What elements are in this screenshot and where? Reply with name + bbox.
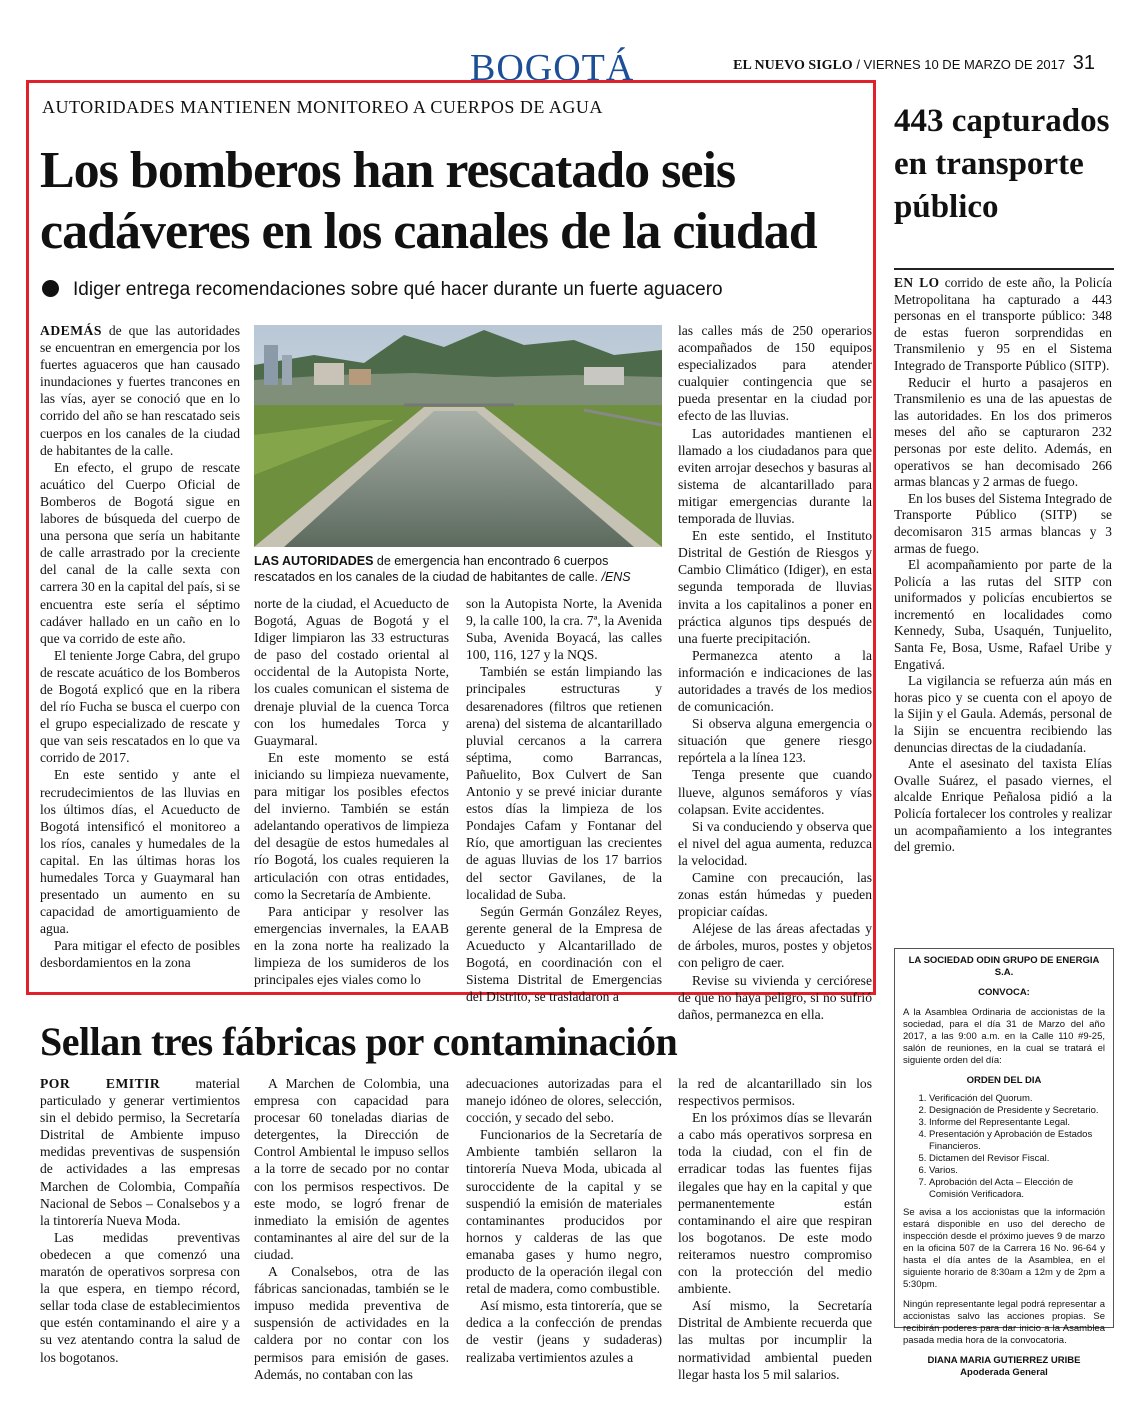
paragraph: Ante el asesinato del taxista Elías Ovalle Suárez, el pasado viernes, el alcalde Enrique Peñalosa pidió a la Policía fortalecer los controles y realizar un acompañamiento a los integrantes del gremio. (894, 756, 1112, 855)
paragraph: Permanezca atento a la información e indicaciones de las autoridades a través de los medios de comunicación. (678, 647, 872, 715)
paragraph: En este sentido y ante el recrudecimientos de las lluvias en los últimos días, el Acueducto de Bogotá intensificó el monitoreo a los ríos, canales y humedales de la capital. En las últimas horas los humedales Torca y Guaymaral han presentado un aumento en su capacidad de amortiguamiento de agua. (40, 767, 240, 937)
sidebar-rule (894, 268, 1114, 270)
paragraph: La vigilancia se refuerza aún más en horas pico y se cuenta con el apoyo de la Sijin y el Gaula. Además, personal de la Sijin se encuentra recibiendo las denuncias directas de la ciudadanía. (894, 673, 1112, 755)
paragraph: Las medidas preventivas obedecen a que comenzó una maratón de operativos sorpresa con la que espera, en tiempo récord, sellar toda clase de establecimientos que estén contaminando el aire y a su vez atentando contra la salud de los bogotanos. (40, 1229, 240, 1365)
agenda-list (903, 1093, 1105, 1201)
masthead (733, 52, 1095, 75)
article-column-3: son la Autopista Norte, la Avenida 9, la calle 100, la cra. 7ª, la Avenida Suba, Avenida Boyacá, las calles 100, 116, 127 y la NQS. También se están limpiando las principales estructuras y desarenadores (filtros que retienen arena) del sistema de alcantarillado pluvial cercanos a la carrera séptima, como Barrancas, Pañuelito, Box Culvert de San Antonio y se prevé iniciar durante estos días la limpieza de los Pondajes Cafam y Fontanar del Río, que amortiguan las crecientes de aguas lluvias de los 17 barrios del sector Gavilanes, de la localidad de Suba. Según Germán González Reyes, gerente general de la Empresa de Acueducto y Alcantarillado de Bogotá, en coordinación con el Sistema Distrital de Emergencias del Distrito, se trasladaron a (466, 596, 662, 1005)
paragraph: El teniente Jorge Cabra, del grupo de rescate acuático de los Bomberos de Bogotá explicó que en la ribera del río Fucha se busca el cuerpo con el grupo especializado de rescate y que van seis rescatados en lo que va corrido de 2017. (40, 647, 240, 766)
notice-paragraph: Ningún representante legal podrá representar a accionistas salvo las acciones propias. Se recibirán poderes para dar inicio a la Asamblea pasada media hora de la convocatoria. (903, 1299, 1105, 1346)
paragraph: Si observa alguna emergencia o situación que genere riesgo repórtela a la línea 123. (678, 716, 872, 766)
article2-column-2 (254, 1075, 449, 1383)
newspaper-name: EL NUEVO SIGLO (733, 58, 853, 73)
paragraph: A Conalsebos, otra de las fábricas sancionadas, también se le impuso medida preventiva de suspensión de actividades en la caldera por no contar con los permisos para emisión de gases. Además, no contaban con las (254, 1264, 449, 1382)
paragraph: Para anticipar y resolver las emergencias invernales, la EAAB en la zona norte ha realizado la limpieza de los sumideros de los principales ejes viales como lo (254, 903, 449, 988)
notice-company: LA SOCIEDAD ODIN GRUPO DE ENERGIA S.A. (908, 955, 1100, 978)
notice-signer-role: Apoderada General (960, 1367, 1048, 1378)
page-number: 31 (1072, 52, 1095, 74)
article-column-4: las calles más de 250 operarios acompañados de 150 equipos especializados para atender cualquier contingencia que se pueda presentar en la ciudad por efecto de las lluvias. Las autoridades mantienen el llamado a los ciudadanos para que eviten arrojar desechos y basuras al sistema de alcantarillado para mitigar emergencias durante la temporada de lluvias. En este sentido, el Instituto Distrital de Gestión de Riesgos y Cambio Climático (Idiger), en esta segunda temporada de lluvias invita a los capitalinos a poner en práctica algunos tips después de una fuerte precipitación. Permanezca atento a la información e indicaciones de las autoridades a través de los medios de comunicación. Si observa alguna emergencia o situación que genere riesgo repórtela a la línea 123. Tenga presente que cuando llueve, algunos semáforos y vías colapsan. Evite accidentes. Si va conduciendo y observa que el nivel del agua aumenta, reduzca la velocidad. Camine con precaución, las zonas están húmedas y pueden propiciar caídas. Aléjese de las áreas afectadas y de árboles, muros, postes y objetos con peligro de caer. Revise su vivienda y cerciórese de que no haya peligro, si no sufrió daños, permanezca en ella. (678, 323, 872, 1022)
article-subhead (42, 279, 723, 301)
paragraph: Según Germán González Reyes, gerente general de la Empresa de Acueducto y Alcantarillado de Bogotá, en coordinación con el Sistema Distrital de Emergencias del Distrito, se trasladaron a (466, 903, 662, 1005)
issue-date: / VIERNES 10 DE MARZO DE 2017 (856, 57, 1066, 72)
canal-photo-image (254, 325, 662, 547)
notice-agenda-title: ORDEN DEL DIA (966, 1075, 1042, 1086)
article2-column-1: POR EMITIR material particulado y generar vertimientos sin el debido permiso, la Secretaría Distrital de Ambiente impuso medidas preventivas de suspensión de actividades a las empresas Marchen de Colombia, Compañía Nacional de Sebos – Conalsebos y a la tintorería Nueva Moda. Las medidas preventivas obedecen a que comenzó una maratón de operativos sorpresa con la que espera, en tiempo récord, sellar toda clase de establecimientos que estén contaminando el aire y a su vez atentando contra la salud de los bogotanos. (40, 1076, 240, 1365)
article-kicker: AUTORIDADES MANTIENEN MONITOREO A CUERPOS DE AGUA (42, 97, 603, 117)
paragraph: También se están limpiando las principales estructuras y desarenadores (filtros que retienen arena) del sistema de alcantarillado pluvial cercanos a la carrera séptima, como Barrancas, Pañuelito, Box Culvert de San Antonio y se prevé iniciar durante estos días la limpieza de los Pondajes Cafam y Fontanar del Río, que amortiguan las crecientes de aguas lluvias de los 17 barrios del sector Gavilanes, de la localidad de Suba. (466, 664, 662, 902)
paragraph: Las autoridades mantienen el llamado a los ciudadanos para que eviten arrojar desechos y basuras al sistema de alcantarillado para mitigar emergencias durante la temporada de lluvias. (678, 425, 872, 527)
notice-paragraph: Se avisa a los accionistas que la información estará disponible en uso del derecho de inspección desde el próximo jueves 9 de marzo en la oficina 507 de la Carrera 16 No. 96-64 y hasta el día antes de la Asamblea, en el siguiente horario de 8:30am a 12m y de 2pm a 5:30pm. (903, 1207, 1105, 1290)
lead-word: ADEMÁS (40, 323, 102, 338)
paragraph: Para mitigar el efecto de posibles desbordamientos en la zona (40, 938, 240, 971)
subhead-text: Idiger entrega recomendaciones sobre qué hacer durante un fuerte aguacero (73, 279, 723, 300)
paragraph: Funcionarios de la Secretaría de Ambiente también sellaron la tintorería Nueva Moda, ubicada al suroccidente de la capital y se suspendió la emisión de materiales contaminantes producidos por hornos y calderas de las que emanaba gases y humo negro, producto de la operación ilegal con retal de madera, como combustible. (466, 1127, 662, 1297)
paragraph: Tenga presente que cuando llueve, algunos semáforos y vías colapsan. Evite accidentes. (678, 767, 872, 817)
photo-caption: LAS AUTORIDADES de emergencia han encontrado 6 cuerpos rescatados en los canales de la ciudad de habitantes de calle. /ENS (254, 554, 631, 584)
agenda-item: 1. Verificación del Quorum. (929, 1093, 1105, 1105)
article-column-2: norte de la ciudad, el Acueducto de Bogotá, Aguas de Bogotá y el Idiger limpiaron las 33 estructuras de paso del costado oriental al occidental de la Autopista Norte, los cuales comunican el sistema de drenaje pluvial de la cuenca Torca con los humedales Torca y Guaymaral. En este momento se está iniciando su limpieza nuevamente, para mitigar los posibles efectos del invierno. También se están adelantando operativos de limpieza del desagüe de estos humedales al río Bogotá, los cuales requieren la articulación con otras entidades, como la Secretaría de Ambiente. Para anticipar y resolver las emergencias invernales, la EAAB en la zona norte ha realizado la limpieza de los sumideros de los principales ejes viales como lo (254, 596, 449, 988)
canal-photo (254, 325, 662, 547)
agenda-item: 6. Varios. (929, 1165, 1105, 1177)
paragraph: Reducir el hurto a pasajeros en Transmilenio es una de las apuestas de las autoridades. En los dos primeros meses del año se capturaron 232 personas por este delito. Además, en operativos se han decomisado 266 armas blancas y 2 armas de fuego. (894, 374, 1112, 490)
bullet-icon (42, 280, 59, 297)
sidebar-headline: 443 capturados en transporte público (894, 103, 1110, 225)
agenda-item: 4. Presentación y Aprobación de Estados Financieros. (929, 1129, 1105, 1153)
notice-intro: A la Asamblea Ordinaria de accionistas de la sociedad, para el día 31 de Marzo del año 2017, a las 9:00 a.m. en la Calle 110 #9-25, salón de reuniones, en la cual se tratará el siguiente orden del día: (903, 1007, 1105, 1066)
agenda-item: 7. Aprobación del Acta – Elección de Comisión Verificadora. (929, 1177, 1105, 1201)
lead-word: POR EMITIR (40, 1076, 161, 1091)
lead-word: EN LO (894, 275, 940, 290)
article2-column-4: la red de alcantarillado sin los respectivos permisos. En los próximos días se llevarán a cabo más operativos sorpresa en toda la ciudad, con el fin de erradicar todas las fuentes fijas ilegales que hay en la capital y que permanentemente están contaminando el aire que respiran los bogotanos. De este modo reiteramos nuestro compromiso con la protección del medio ambiente. Así mismo, la Secretaría Distrital de Ambiente recuerda que las multas por incumplir la normatividad ambiental pueden llegar hasta los 5 mil salarios. (678, 1076, 872, 1382)
paragraph: Revise su vivienda y cerciórese de que no haya peligro, si no sufrió daños, permanezca en ella. (678, 972, 872, 1022)
paragraph: Así mismo, esta tintorería, que se dedica a la confección de prendas de vestir (jeans y sudaderas) realizaba vertimientos azules a (466, 1298, 662, 1365)
agenda-item: 2. Designación de Presidente y Secretario. (929, 1105, 1105, 1117)
paragraph: En los buses del Sistema Integrado de Transporte Público (SITP) se decomisaron 315 armas blancas y 3 armas de fuego. (894, 490, 1112, 556)
paragraph: En efecto, el grupo de rescate acuático del Cuerpo Oficial de Bomberos de Bogotá sigue en labores de búsqueda del cuerpo de una persona que sería un habitante de calle arrastrado por la creciente del canal de la calle sexta con carrera 30 en la capital del país, si se encuentra este sería el séptimo cadáver hallado en un caño en lo que va corrido de este año. (40, 459, 240, 646)
article2-headline: Sellan tres fábricas por contaminación (40, 1019, 678, 1064)
paragraph: Así mismo, la Secretaría Distrital de Ambiente recuerda que las multas por incumplir la normatividad ambiental pueden llegar hasta los 5 mil salarios. (678, 1298, 872, 1382)
article-headline: Los bomberos han rescatado seis cadáveres en los canales de la ciudad (40, 142, 817, 260)
notice-signer: DIANA MARIA GUTIERREZ URIBE (927, 1355, 1081, 1366)
article2-column-3: adecuaciones autorizadas para el manejo idóneo de olores, selección, cocción, y secado del sebo. Funcionarios de la Secretaría de Ambiente también sellaron la tintorería Nueva Moda, ubicada al suroccidente de la capital y se suspendió la emisión de materiales contaminantes producidos por hornos y calderas de las que emanaba gases y humo negro, producto de la operación ilegal con retal de madera, como combustible. Así mismo, esta tintorería, que se dedica a la confección de prendas de vestir (jeans y sudaderas) realizaba vertimientos azules a (466, 1076, 662, 1365)
paragraph: En este sentido, el Instituto Distrital de Gestión de Riesgos y Cambio Climático (Idiger), en esta segunda temporada de lluvias invita a los capitalinos a poner en práctica algunos tips después de una fuerte precipitación. (678, 528, 872, 646)
notice-convoca: CONVOCA: (978, 987, 1030, 998)
section-name: BOGOTÁ (470, 47, 635, 80)
paragraph: En los próximos días se llevarán a cabo más operativos sorpresa en toda la ciudad, con el fin de erradicar todas las fuentes fijas ilegales que hay en la capital y que permanentemente están contaminando el aire que respiran los bogotanos. De este modo reiteramos nuestro compromiso con la protección del medio ambiente. (678, 1110, 872, 1297)
paragraph: Si va conduciendo y observa que el nivel del agua aumenta, reduzca la velocidad. (678, 818, 872, 868)
paragraph: El acompañamiento por parte de la Policía a las rutas del SITP con uniformados y policías encubiertos se incrementó en localidades como Kennedy, Suba, Usaquén, Tunjuelito, Santa Fe, Bosa, Usme, Rafael Uribe y Engativá. (894, 557, 1112, 672)
agenda-item: 5. Dictamen del Revisor Fiscal. (929, 1153, 1105, 1165)
sidebar-body: EN LO corrido de este año, la Policía Metropolitana ha capturado a 443 personas en el transporte público: 348 de estas fueron sorprendidas en Transmilenio y 95 en el Sistema Integrado de Transporte Público (SITP). Reducir el hurto a pasajeros en Transmilenio es una de las apuestas de las autoridades. En los dos primeros meses del año se capturaron 232 personas por este delito. Además, en operativos se han decomisado 266 armas blancas y 2 armas de fuego. En los buses del Sistema Integrado de Transporte Público (SITP) se decomisaron 315 armas blancas y 3 armas de fuego. El acompañamiento por parte de la Policía a las rutas del SITP con uniformados y policías encubiertos se incrementó en localidades como Kennedy, Suba, Usaquén, Tunjuelito, Santa Fe, Bosa, Usme, Rafael Uribe y Engativá. La vigilancia se refuerza aún más en horas pico y se cuenta con el apoyo de la Sijin y el Gaula. Además, personal de la Sijin se encuentra recibiendo las denuncias directas de la ciudadanía. Ante el asesinato del taxista Elías Ovalle Suárez, el pasado viernes, el alcalde Enrique Peñalosa pidió a la Policía fortalecer los controles y realizar un acompañamiento a los integrantes del gremio. (894, 275, 1112, 855)
paragraph: Aléjese de las áreas afectadas y de árboles, muros, postes y objetos con peligro de caer. (678, 921, 872, 971)
article-column-1: ADEMÁS de que las autoridades se encuentran en emergencia por los fuertes aguaceros que han causado inundaciones y fuertes trancones en las vías, ayer se conoció que en lo corrido del año se han rescatado seis cuerpos en los canales de la ciudad de habitantes de la calle. En efecto, el grupo de rescate acuático del Cuerpo Oficial de Bomberos de Bogotá sigue en labores de búsqueda del cuerpo de una persona que sería un habitante de calle arrastrado por la creciente del canal de la calle sexta con carrera 30 en la capital del país, si se encuentra este sería el séptimo cadáver hallado en un caño en lo que va corrido de este año. El teniente Jorge Cabra, del grupo de rescate acuático de los Bomberos de Bogotá explicó que en la ribera del río Fucha se busca el cuerpo con el grupo especializado de rescate y que van seis rescatados en lo que va corrido de 2017. En este sentido y ante el recrudecimientos de las lluvias en los últimos días, el Acueducto de Bogotá intensificó el monitoreo a los ríos, canales y humedales de la capital. En las últimas horas los humedales Torca y Guaymaral han presentado un aumento en su capacidad de amortiguamiento de agua. Para mitigar el efecto de posibles desbordamientos en la zona (40, 323, 240, 971)
paragraph: Camine con precaución, las zonas están húmedas y pueden propiciar caídas. (678, 870, 872, 920)
paragraph: En este momento se está iniciando su limpieza nuevamente, para mitigar los posibles efectos del invierno. También se están adelantando operativos de limpieza del desagüe de estos humedales al río Bogotá, los cuales requieren la articulación con otras entidades, como la Secretaría de Ambiente. (254, 749, 449, 902)
photo-credit: /ENS (601, 570, 631, 584)
caption-lead: LAS AUTORIDADES (254, 554, 374, 568)
agenda-item: 3. Informe del Representante Legal. (929, 1117, 1105, 1129)
legal-notice (894, 948, 1114, 1378)
paragraph: A Marchen de Colombia, una empresa con capacidad para procesar 60 toneladas diarias de detergentes, la Dirección de Control Ambiental le impuso sellos a la torre de secado por no contar con los permisos respectivos. De este modo, se logró frenar de inmediato la emisión de agentes contaminantes al aire del sur de la ciudad. (254, 1076, 449, 1262)
